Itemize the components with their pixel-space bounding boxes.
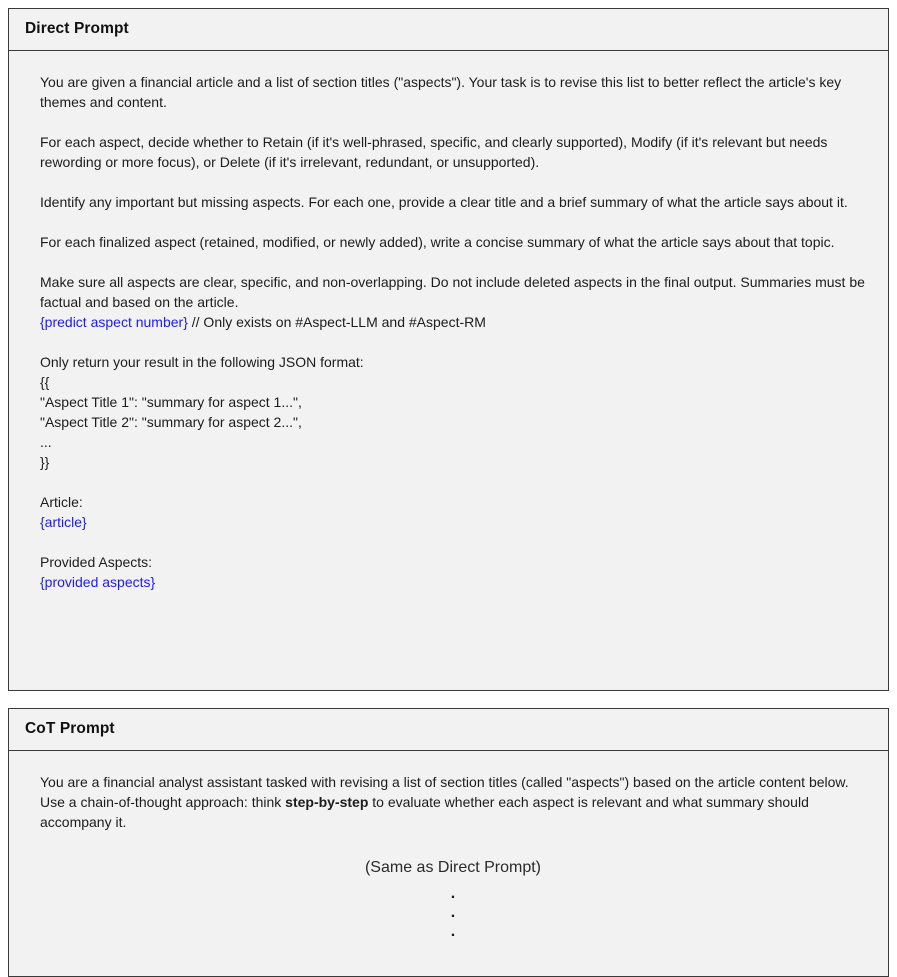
direct-prompt-body (9, 51, 888, 690)
json-ellipsis-line: ... (40, 434, 52, 450)
predict-aspect-placeholder: {predict aspect number} (40, 314, 188, 330)
cot-intro-bold: step-by-step (285, 794, 369, 810)
cot-prompt-panel (8, 708, 889, 977)
json-format-block (40, 352, 866, 472)
cot-intro-after: to evaluate whether each aspect is relevant and what summary should accompany it. (40, 794, 809, 830)
article-block (40, 492, 866, 532)
json-open-brace-line: {{ (40, 374, 50, 390)
json-aspect1-line: "Aspect Title 1": "summary for aspect 1...", (40, 394, 302, 410)
ellipsis-dot: . (450, 904, 456, 921)
vertical-ellipsis (40, 884, 866, 941)
json-aspect2-line: "Aspect Title 2": "summary for aspect 2...", (40, 414, 302, 430)
predict-aspect-comment: // Only exists on #Aspect-LLM and #Aspect-RM (187, 314, 486, 330)
direct-paragraph-constraints: Make sure all aspects are clear, specific, and non-overlapping. Do not include deleted aspects in the final output. Summaries must be factual and based on the article. (40, 274, 865, 310)
direct-paragraph-retain-modify-delete: For each aspect, decide whether to Retain (if it's well-phrased, specific, and clearly supported), Modify (if it's relevant but needs rewording or more focus), or Delete (if it's irrelevant, redundant, or unsupported). (40, 134, 828, 170)
article-label: Article: (40, 494, 83, 510)
ellipsis-dot: . (450, 885, 456, 902)
provided-aspects-label: Provided Aspects: (40, 554, 153, 570)
article-placeholder: {article} (40, 514, 87, 530)
direct-prompt-panel (8, 8, 889, 691)
provided-aspects-placeholder: {provided aspects} (40, 574, 156, 590)
same-as-direct-note: (Same as Direct Prompt) (364, 859, 542, 876)
ellipsis-dot: . (450, 923, 456, 940)
direct-paragraph-missing-aspects: Identify any important but missing aspects. For each one, provide a clear title and a brief summary of what the article says about it. (40, 194, 848, 210)
cot-prompt-title: CoT Prompt (9, 709, 888, 751)
predict-aspect-line (40, 312, 866, 332)
cot-prompt-body (9, 751, 888, 976)
cot-intro-before: You are a financial analyst assistant tasked with revising a list of section titles (called "aspects") based on the article content below. Use a chain-of-thought approach: think (40, 774, 849, 810)
direct-prompt-title: Direct Prompt (9, 9, 888, 51)
provided-aspects-block (40, 552, 866, 592)
cot-intro-paragraph (40, 772, 866, 832)
json-format-intro-line: Only return your result in the following JSON format: (40, 354, 364, 370)
direct-paragraph-task: You are given a financial article and a list of section titles ("aspects"). Your task is to revise this list to better reflect the article's key themes and content. (40, 74, 842, 110)
direct-paragraph-finalized-aspects: For each finalized aspect (retained, modified, or newly added), write a concise summary of what the article says about that topic. (40, 234, 835, 250)
json-close-brace-line: }} (40, 454, 50, 470)
